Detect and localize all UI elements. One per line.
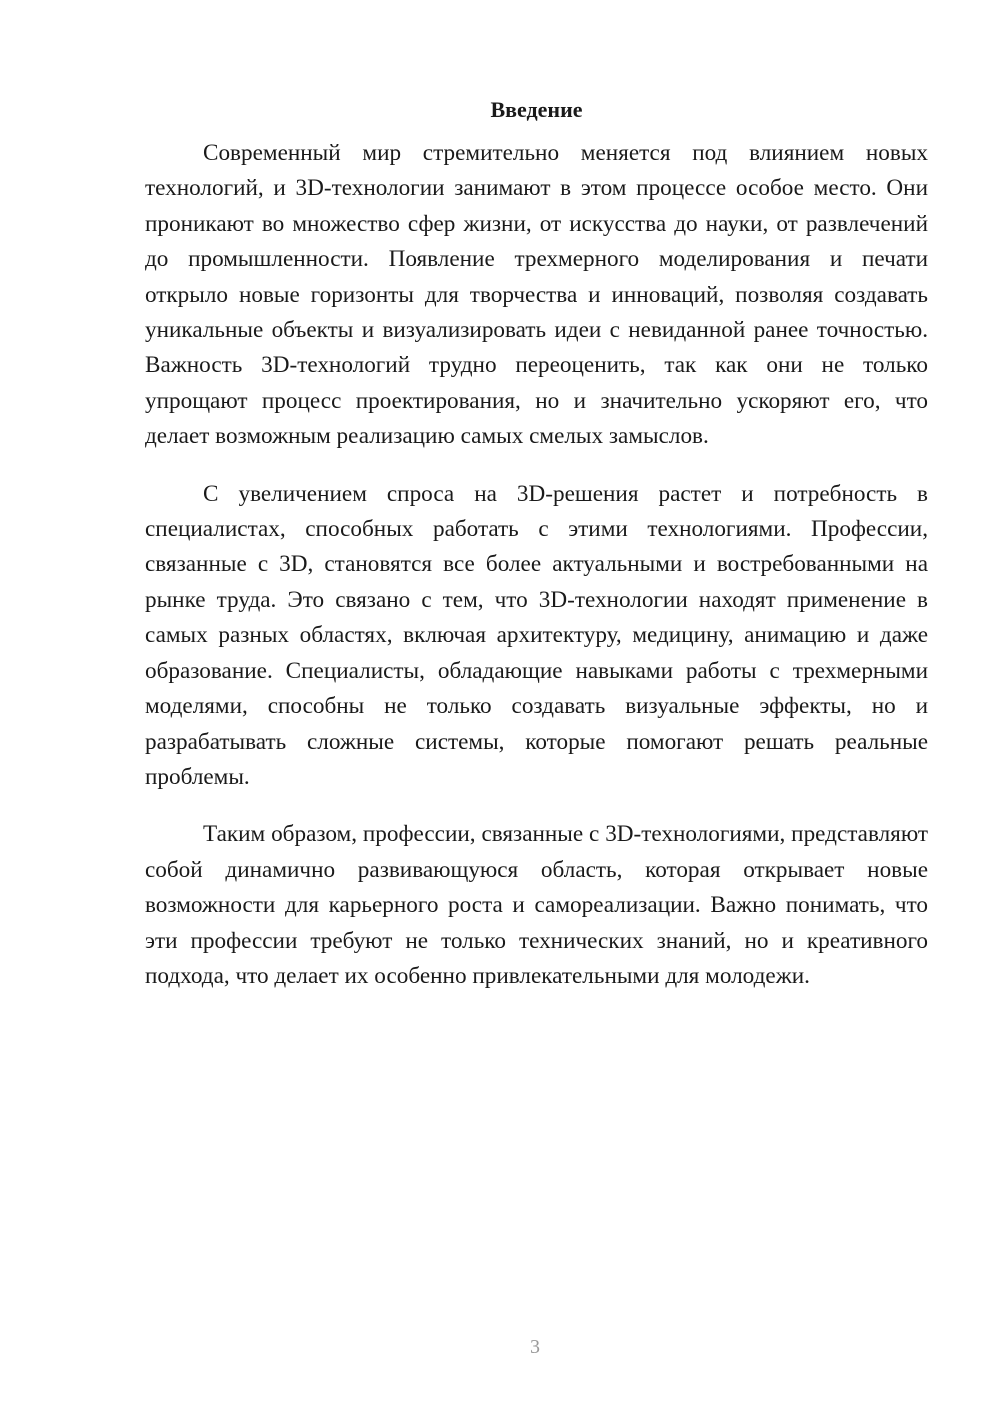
paragraph-1: Современный мир стремительно меняется под влиянием новых технологий, и 3D-технологии занимают в этом процессе особое место. Они проникают во множество сфер жизни, от искусства до науки, от развлечений до промышленности. Появление трехмерного моделирования и печати открыло новые горизонты для творчества и инноваций, позволяя создавать уникальные объекты и визуализировать идеи с невиданной ранее точностью. Важность 3D-технологий трудно переоценить, так как они не только упрощают процесс проектирования, но и значительно ускоряют его, что делает возможным реализацию самых смелых замыслов. [145,140,928,450]
page-content [145,95,928,1016]
paragraph-2: С увеличением спроса на 3D-решения растет и потребность в специалистах, способных работать с этими технологиями. Профессии, связанные с 3D, становятся все более актуальными и востребованными на рынке труда. Это связано с тем, что 3D-технологии находят применение в самых разных областях, включая архитектуру, медицину, анимацию и даже образование. Специалисты, обладающие навыками работы с трехмерными моделями, способны не только создавать визуальные эффекты, но и разрабатывать сложные системы, которые помогают решать реальные проблемы. [145,480,928,790]
paragraph-3: Таким образом, профессии, связанные с 3D-технологиями, представляют собой динамично развивающуюся область, которая открывает новые возможности для карьерного роста и самореализации. Важно понимать, что эти профессии требуют не только технических знаний, но и креативного подхода, что делает их особенно привлекательными для молодежи. [145,821,928,989]
page-number: 3 [530,1336,540,1358]
section-heading: Введение [490,97,583,122]
